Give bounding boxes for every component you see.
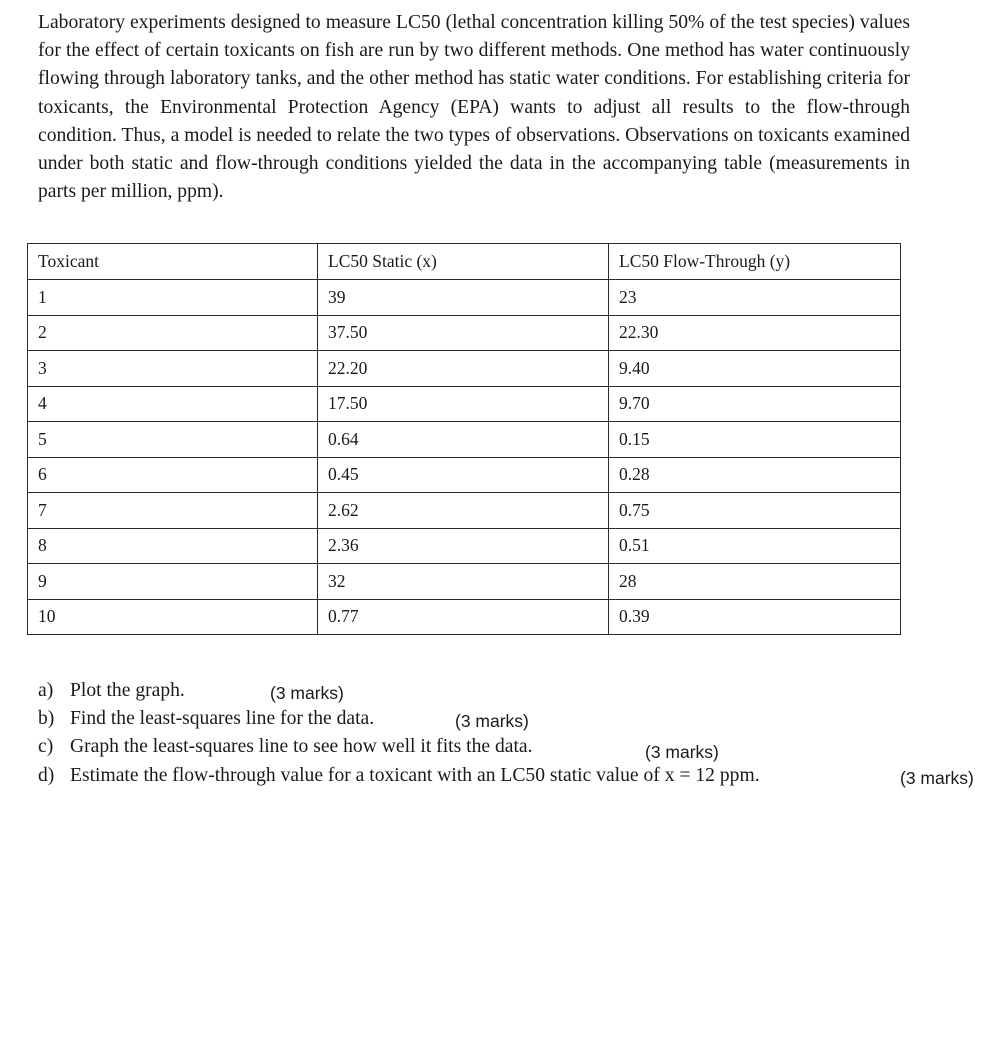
table-row (28, 351, 901, 387)
table-row (28, 493, 901, 529)
table-row (28, 422, 901, 458)
static-value: 0.64 (318, 422, 609, 458)
flow-through-value: 0.75 (609, 493, 901, 529)
flow-through-value: 0.15 (609, 422, 901, 458)
question-text: Estimate the flow-through value for a toxicant with an LC50 static value of x = 12 ppm. (70, 764, 760, 786)
question-c (38, 733, 988, 761)
table-row (28, 564, 901, 600)
table-row (28, 599, 901, 635)
static-value: 0.45 (318, 457, 609, 493)
question-marks: (3 marks) (645, 742, 719, 763)
toxicant-id: 1 (28, 280, 318, 316)
toxicant-id: 3 (28, 351, 318, 387)
static-value: 2.62 (318, 493, 609, 529)
toxicant-id: 7 (28, 493, 318, 529)
question-marks: (3 marks) (455, 711, 529, 732)
problem-statement: Laboratory experiments designed to measure LC50 (lethal concentration killing 50% of the test species) values for the effect of certain toxicants on fish are run by two different methods. One method has water continuously flowing through laboratory tanks, and the other method has static water conditions. For establishing criteria for toxicants, the Environmental Protection Agency (EPA) wants to adjust all results to the flow-through condition. Thus, a model is needed to relate the two types of observations. Observations on toxicants examined under both static and flow-through conditions yielded the data in the accompanying table (measurements in parts per million, ppm). (38, 12, 910, 203)
question-text: Graph the least-squares line to see how well it fits the data. (70, 736, 533, 758)
static-value: 32 (318, 564, 609, 600)
table-row (28, 386, 901, 422)
static-value: 37.50 (318, 315, 609, 351)
static-value: 0.77 (318, 599, 609, 635)
header-lc50-static: LC50 Static (x) (318, 244, 609, 280)
question-b (38, 705, 988, 733)
toxicant-id: 6 (28, 457, 318, 493)
question-letter: b) (38, 708, 55, 730)
table-header-row (28, 244, 901, 280)
question-list (38, 677, 988, 790)
question-d (38, 762, 988, 790)
toxicant-id: 9 (28, 564, 318, 600)
table-row (28, 457, 901, 493)
table-row (28, 280, 901, 316)
question-marks: (3 marks) (900, 767, 974, 788)
flow-through-value: 23 (609, 280, 901, 316)
question-letter: a) (38, 680, 54, 701)
table-row (28, 528, 901, 564)
static-value: 39 (318, 280, 609, 316)
toxicant-id: 5 (28, 422, 318, 458)
question-letter: d) (38, 764, 55, 786)
flow-through-value: 28 (609, 564, 901, 600)
question-text: Plot the graph. (70, 680, 185, 701)
static-value: 2.36 (318, 528, 609, 564)
lc50-data-table (27, 243, 901, 635)
flow-through-value: 0.51 (609, 528, 901, 564)
flow-through-value: 9.70 (609, 386, 901, 422)
header-lc50-flow-through: LC50 Flow-Through (y) (609, 244, 901, 280)
question-a (38, 677, 988, 705)
flow-through-value: 0.28 (609, 457, 901, 493)
flow-through-value: 9.40 (609, 351, 901, 387)
question-letter: c) (38, 736, 54, 758)
static-value: 17.50 (318, 386, 609, 422)
toxicant-id: 2 (28, 315, 318, 351)
header-toxicant: Toxicant (28, 244, 318, 280)
toxicant-id: 4 (28, 386, 318, 422)
question-marks: (3 marks) (270, 683, 344, 703)
flow-through-value: 0.39 (609, 599, 901, 635)
toxicant-id: 10 (28, 599, 318, 635)
toxicant-id: 8 (28, 528, 318, 564)
question-text: Find the least-squares line for the data. (70, 708, 375, 730)
flow-through-value: 22.30 (609, 315, 901, 351)
static-value: 22.20 (318, 351, 609, 387)
table-row (28, 315, 901, 351)
